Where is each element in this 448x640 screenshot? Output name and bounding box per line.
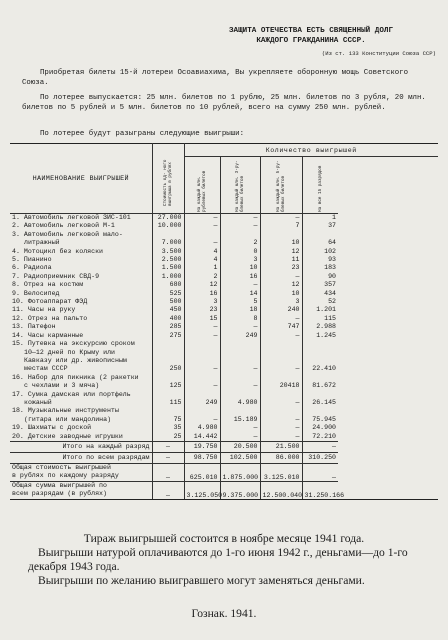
name-column-header: НАИМЕНОВАНИЕ ВЫИГРЫШЕЙ	[10, 144, 152, 214]
prize-name	[10, 433, 152, 442]
prize-cost: 250	[152, 340, 184, 374]
summary-value: —	[302, 463, 338, 481]
footer-payout: Выигрыши натурой оплачиваются до 1-го июня 1942 г., деньгами—до 1-го декабря 1943 года.	[28, 546, 408, 573]
prize-name-line: 3. Автомобиль легковой мало-	[12, 230, 123, 238]
prize-count: 4.980	[220, 391, 260, 408]
prize-count: —	[184, 323, 220, 331]
prize-count: 26.145	[302, 391, 338, 408]
prize-count: 64	[302, 231, 338, 248]
prize-count: 5	[220, 298, 260, 306]
summary-row	[10, 463, 438, 481]
motto-line-1: ЗАЩИТА ОТЕЧЕСТВА ЕСТЬ СВЯЩЕННЫЙ ДОЛГ	[228, 27, 394, 35]
summary-value: 20.500	[220, 441, 260, 452]
prize-count: 2	[220, 231, 260, 248]
prize-count: 22.410	[302, 340, 338, 374]
prize-count: 24.900	[302, 424, 338, 432]
summary-label-line: Итого по всем разрядам	[62, 453, 150, 461]
prize-count: 15.189	[220, 407, 260, 424]
prize-cost: 1.000	[152, 273, 184, 281]
prize-name-line: 11. Часы на руку	[12, 306, 76, 314]
prize-count: —	[260, 433, 302, 442]
summary-value: 1.875.000	[220, 463, 260, 481]
table-row	[10, 340, 438, 374]
table-row	[10, 256, 438, 264]
prize-count: 11	[260, 256, 302, 264]
motto-source: (Из ст. 133 Конституции Союза ССР)	[321, 50, 436, 57]
prize-name	[10, 222, 152, 230]
prize-cost: 25	[152, 433, 184, 442]
prize-count: —	[260, 424, 302, 432]
summary-label-line: в рублях по каждому разряду	[12, 472, 119, 480]
prize-count: 1	[302, 214, 338, 223]
count-group-header: Количество выигрышей	[184, 144, 438, 157]
summary-label-line: Итого на каждый разряд	[62, 442, 150, 450]
prize-name	[10, 256, 152, 264]
prize-count: —	[260, 214, 302, 223]
prize-count: 90	[302, 273, 338, 281]
prize-name	[10, 248, 152, 256]
motto	[186, 26, 436, 46]
intro-paragraph-3: По лотерее будут разыграны следующие выигрыши:	[40, 130, 245, 138]
summary-label	[10, 452, 152, 463]
prize-name-line: 10—12 дней по Крыму или	[24, 348, 116, 356]
prize-count: 0	[220, 248, 260, 256]
prize-count: —	[220, 323, 260, 331]
prize-count: 115	[302, 315, 338, 323]
table-row	[10, 323, 438, 331]
prize-count: —	[184, 340, 220, 374]
prize-cost: 2.500	[152, 256, 184, 264]
column-header-all: На все 15 разрядов	[302, 157, 338, 214]
prize-cost: 1.500	[152, 264, 184, 272]
summary-value: 310.250	[302, 452, 338, 463]
summary-row	[10, 481, 438, 499]
table-row	[10, 433, 438, 442]
prize-name-line: 15. Путевка на экскурсию сроком	[12, 340, 135, 348]
prize-count: 12	[184, 281, 220, 289]
prize-count: 183	[302, 264, 338, 272]
table-row	[10, 332, 438, 340]
prize-count: 240	[260, 306, 302, 314]
prize-count: 12	[260, 248, 302, 256]
prize-table	[10, 143, 438, 500]
cost-column-header: Стоимость од- ного выигрыша в рублях	[152, 144, 184, 214]
prize-count: —	[260, 340, 302, 374]
prize-count: 3	[260, 298, 302, 306]
prize-count: 8	[220, 315, 260, 323]
prize-name	[10, 340, 152, 374]
prize-cost: 400	[152, 315, 184, 323]
column-header-3rub: На каждый млн. 3-ру- блевых билетов	[220, 157, 260, 214]
prize-rows	[10, 214, 438, 500]
prize-name-line: 12. Отрез на пальто	[12, 314, 88, 322]
prize-count: 93	[302, 256, 338, 264]
prize-count: 72.210	[302, 433, 338, 442]
summary-value: 19.750	[184, 441, 220, 452]
summary-value: 98.750	[184, 452, 220, 463]
prize-name	[10, 306, 152, 314]
prize-cost: 285	[152, 323, 184, 331]
table-row	[10, 281, 438, 289]
prize-cost: 115	[152, 391, 184, 408]
prize-count: 434	[302, 290, 338, 298]
prize-count: 10	[220, 264, 260, 272]
summary-value: 21.500	[260, 441, 302, 452]
prize-cost: 680	[152, 281, 184, 289]
prize-name-line: 18. Музыкальные инструменты	[12, 407, 119, 415]
prize-count: 3	[184, 298, 220, 306]
prize-name-line: 7. Радиоприемник СВД-9	[12, 272, 100, 280]
prize-count: 4	[184, 248, 220, 256]
prize-count: 15	[184, 315, 220, 323]
prize-count: —	[260, 407, 302, 424]
prize-count: 52	[302, 298, 338, 306]
table-row	[10, 374, 438, 391]
prize-name	[10, 323, 152, 331]
summary-value: 102.500	[220, 452, 260, 463]
prize-cost: 3.500	[152, 248, 184, 256]
prize-count: 1.245	[302, 332, 338, 340]
prize-count: —	[260, 315, 302, 323]
summary-value: 9.375.000	[220, 481, 260, 499]
prize-count: —	[220, 222, 260, 230]
prize-count: —	[260, 391, 302, 408]
prize-count: 14	[220, 290, 260, 298]
prize-name-line: 9. Велосипед	[12, 289, 60, 297]
prize-name-line: 17. Сумка дамская или портфель	[12, 390, 131, 398]
footer-printer: Гознак. 1941.	[191, 607, 257, 620]
summary-label	[10, 463, 152, 481]
table-row	[10, 290, 438, 298]
prize-cost: 7.000	[152, 231, 184, 248]
summary-row	[10, 452, 438, 463]
prize-cost: 35	[152, 424, 184, 432]
prize-name	[10, 290, 152, 298]
summary-label	[10, 481, 152, 499]
prize-name	[10, 407, 152, 424]
prize-name	[10, 231, 152, 248]
summary-value: 12.500.040	[260, 481, 302, 499]
prize-name-line: 19. Шахматы с доской	[12, 424, 92, 432]
column-header-5rub: На каждый млн. 5-ру- блевых билетов	[260, 157, 302, 214]
prize-count: 1.201	[302, 306, 338, 314]
table-row	[10, 298, 438, 306]
table-row	[10, 306, 438, 314]
table-row	[10, 391, 438, 408]
prize-cost: 27.000	[152, 214, 184, 223]
prize-name-line: 1. Автомобиль легковой ЗИС-101	[12, 214, 131, 221]
summary-value: 3.125.050	[184, 481, 220, 499]
prize-name-line: 5. Пианино	[12, 256, 52, 264]
summary-row	[10, 441, 438, 452]
prize-name-line: 6. Радиола	[12, 264, 52, 272]
summary-label-line: Общая сумма выигрышей по	[12, 481, 107, 489]
summary-value: —	[152, 481, 184, 499]
summary-label-line: всем разрядам (в рублях)	[12, 490, 107, 498]
prize-count: 357	[302, 281, 338, 289]
prize-cost: 450	[152, 306, 184, 314]
prize-count: —	[220, 340, 260, 374]
prize-count: 37	[302, 222, 338, 230]
prize-cost: 75	[152, 407, 184, 424]
prize-count: 10	[260, 231, 302, 248]
prize-count: —	[184, 374, 220, 391]
prize-count: 20418	[260, 374, 302, 391]
prize-count: —	[220, 424, 260, 432]
table-row	[10, 248, 438, 256]
prize-name	[10, 298, 152, 306]
summary-value: 86.000	[260, 452, 302, 463]
prize-name-line: 14. Часы карманные	[12, 331, 84, 339]
prize-count: —	[220, 214, 260, 223]
summary-label-line: Общая стоимость выигрышей	[12, 463, 111, 471]
prize-cost: 125	[152, 374, 184, 391]
summary-value: —	[152, 441, 184, 452]
table-row	[10, 273, 438, 281]
prize-count: 10	[260, 290, 302, 298]
prize-name	[10, 424, 152, 432]
prize-count: 75.945	[302, 407, 338, 424]
prize-count: 3	[220, 256, 260, 264]
prize-name-line: с чехлами и 3 мяча)	[24, 382, 100, 390]
table-row	[10, 315, 438, 323]
prize-name	[10, 391, 152, 408]
prize-name-line: 20. Детские заводные игрушки	[12, 432, 123, 440]
prize-name-line: Кавказу или др. живописным	[24, 356, 127, 364]
prize-name-line: 8. Отрез на костюм	[12, 281, 84, 289]
summary-value: 3.125.010	[260, 463, 302, 481]
prize-name-line: 2. Автомобиль легковой М-1	[12, 222, 115, 230]
prize-count: —	[220, 281, 260, 289]
prize-count: —	[184, 231, 220, 248]
intro-paragraph-1: Приобретая билеты 15-й лотереи Осоавиахима, Вы укрепляете оборонную мощь Советского Союза.	[22, 69, 409, 88]
prize-name-line: местам СССР	[24, 365, 68, 373]
prize-count: 2.988	[302, 323, 338, 331]
table-row	[10, 222, 438, 230]
prize-count: 249	[184, 391, 220, 408]
summary-label	[10, 441, 152, 452]
prize-cost: 275	[152, 332, 184, 340]
prize-name	[10, 273, 152, 281]
prize-count: 16	[184, 290, 220, 298]
prize-count: 747	[260, 323, 302, 331]
table-row	[10, 231, 438, 248]
prize-name-line: 16. Набор для пикника (2 ракетки	[12, 373, 139, 381]
summary-value: —	[152, 463, 184, 481]
prize-name	[10, 281, 152, 289]
prize-count: —	[260, 332, 302, 340]
prize-cost: 525	[152, 290, 184, 298]
prize-count: 12	[260, 281, 302, 289]
prize-count: 18	[220, 306, 260, 314]
table-row	[10, 264, 438, 272]
summary-value: —	[302, 441, 338, 452]
prize-count: 249	[220, 332, 260, 340]
prize-count: 102	[302, 248, 338, 256]
prize-count: 1	[184, 264, 220, 272]
footer-draw-date: Тираж выигрышей состоится в ноябре месяце 1941 года.	[83, 532, 365, 545]
prize-name	[10, 374, 152, 391]
prize-count: 7	[260, 222, 302, 230]
prize-count: 81.672	[302, 374, 338, 391]
prize-count: —	[184, 332, 220, 340]
prize-name-line: литражный	[24, 239, 60, 247]
prize-count: 23	[184, 306, 220, 314]
table-row	[10, 407, 438, 424]
prize-name-line: (гитара или мандолина)	[24, 415, 112, 423]
prize-name	[10, 264, 152, 272]
prize-count: —	[220, 433, 260, 442]
prize-count: —	[184, 407, 220, 424]
prize-count: —	[220, 374, 260, 391]
prize-cost: 10.000	[152, 222, 184, 230]
prize-count: 23	[260, 264, 302, 272]
prize-count: —	[184, 214, 220, 223]
prize-name-line: 4. Мотоцикл без коляски	[12, 247, 104, 255]
prize-name-line: 10. Фотоаппарат ФЭД	[12, 298, 88, 306]
summary-value: 31.250.166	[302, 481, 338, 499]
intro-paragraph-2: По лотерее выпускается: 25 млн. билетов по 1 рублю, 25 млн. билетов по 3 рубля, 20 млн. билетов по 5 рублей и 5 млн. билетов по 10 рублей, всего на сумму 250 млн. рублей.	[22, 94, 426, 113]
summary-value: 625.010	[184, 463, 220, 481]
prize-count: 16	[220, 273, 260, 281]
motto-line-2: КАЖДОГО ГРАЖДАНИНА СССР.	[256, 37, 366, 45]
prize-count: —	[184, 222, 220, 230]
prize-name	[10, 315, 152, 323]
footer-cash-option: Выигрыши по желанию выигравшего могут заменяться деньгами.	[38, 574, 365, 587]
prize-cost: 500	[152, 298, 184, 306]
prize-name-line: 13. Патефон	[12, 323, 56, 331]
prize-count: 4.980	[184, 424, 220, 432]
prize-count: 14.442	[184, 433, 220, 442]
table-row	[10, 424, 438, 432]
prize-count: 2	[184, 273, 220, 281]
summary-value: —	[152, 452, 184, 463]
column-header-1rub: На каждый млн. рублевых билетов	[184, 157, 220, 214]
prize-name-line: кожаный	[24, 398, 52, 406]
prize-name	[10, 332, 152, 340]
prize-count: 4	[184, 256, 220, 264]
prize-count: —	[260, 273, 302, 281]
